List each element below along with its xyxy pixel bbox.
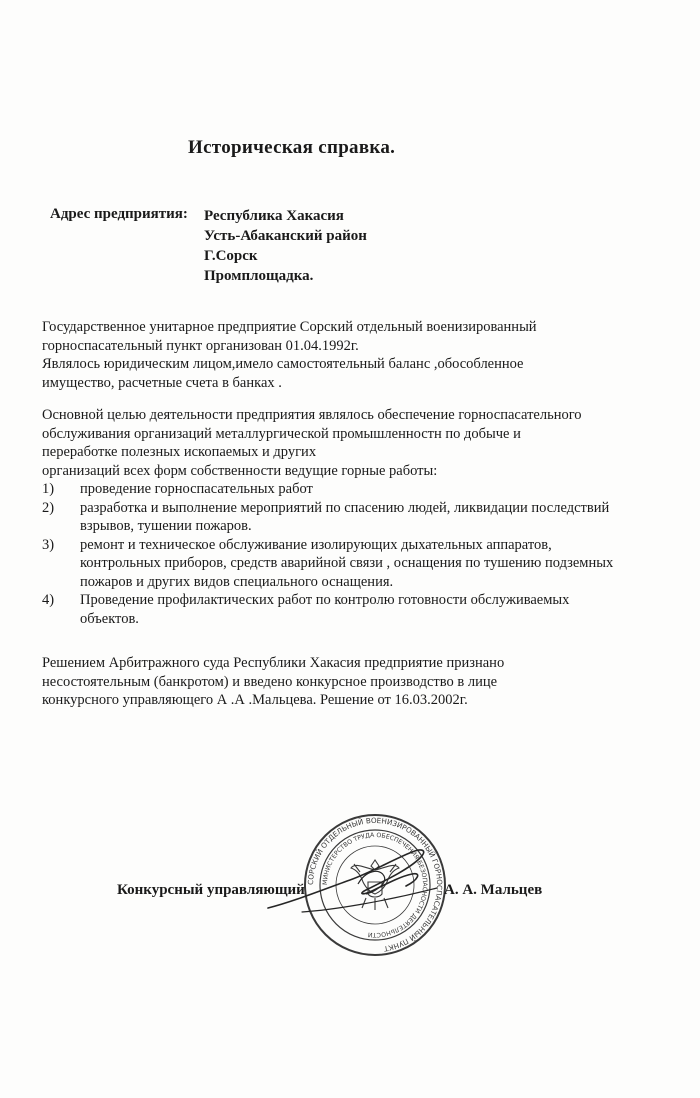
address-line: Республика Хакасия: [204, 208, 344, 224]
list-item-line: контрольных приборов, средств аварийной связи , оснащения по тушению подземных: [80, 555, 614, 571]
intro-line: Являлось юридическим лицом,имело самостоятельный баланс ,обособленное: [42, 356, 524, 372]
signer-role: Конкурсный управляющий: [117, 882, 305, 898]
intro-line: имущество, расчетные счета в банках .: [42, 374, 282, 391]
purpose-paragraph: [42, 406, 672, 480]
purpose-line: организаций всех форм собственности ведущие горные работы:: [42, 462, 438, 479]
stamp-outer-text: СОРСКИЙ ОТДЕЛЬНЫЙ ВОЕНИЗИРОВАННЫЙ ГОРНОСПАСАТЕЛЬНЫЙ ПУНКТ: [305, 815, 445, 954]
address-line: Усть-Абаканский район: [204, 228, 367, 244]
address-line: Промплощадка.: [204, 268, 314, 284]
list-item-number: 1): [42, 481, 55, 497]
address-block: [204, 206, 367, 286]
purpose-line: переработке полезных ископаемых и других: [42, 444, 317, 460]
intro-line: Государственное унитарное предприятие Сорский отдельный военизированный: [42, 319, 537, 335]
address-label: Адрес предприятия:: [50, 206, 188, 222]
list-item-line: разработка и выполнение мероприятий по спасению людей, ликвидации последствий: [80, 499, 610, 516]
list-item: [42, 536, 672, 592]
intro-paragraph: [42, 318, 672, 392]
list-item: [42, 591, 672, 628]
list-item-line: взрывов, тушении пожаров.: [80, 518, 252, 534]
court-line: Решением Арбитражного суда Республики Хакасия предприятие признано: [42, 655, 505, 671]
stamp-inner-text: МИНИСТЕРСТВО ТРУДА ОБЕСПЕЧЕНИЯ БЕЗОПАСНОСТИ ДЕЯТЕЛЬНОСТИ: [321, 831, 429, 939]
list-item: [42, 499, 672, 536]
duties-list: [42, 480, 672, 628]
intro-line: горноспасательный пункт организован 01.04.1992г.: [42, 337, 359, 354]
list-item-line: Проведение профилактических работ по контролю готовности обслуживаемых: [80, 592, 570, 608]
court-line: конкурсного управляющего А .А .Мальцева. Решение от 16.03.2002г.: [42, 692, 468, 708]
list-item: [42, 480, 672, 499]
purpose-line: обслуживания организаций металлургической промышленностн по добыче и: [42, 425, 521, 442]
signer-name: А. А. Мальцев: [444, 882, 543, 898]
list-item-number: 4): [42, 592, 55, 608]
address-line: Г.Сорск: [204, 248, 258, 264]
list-item-number: 3): [42, 536, 55, 553]
list-item-number: 2): [42, 499, 55, 516]
list-item-line: ремонт и техническое обслуживание изолирующих дыхательных аппаратов,: [80, 536, 552, 553]
list-item-line: проведение горноспасательных работ: [80, 481, 313, 497]
list-item-line: объектов.: [80, 610, 139, 627]
court-line: несостоятельным (банкротом) и введено конкурсное производство в лице: [42, 673, 498, 690]
list-item-line: пожаров и других видов специального оснащения.: [80, 573, 394, 590]
purpose-line: Основной целью деятельности предприятия являлось обеспечение горноспасательного: [42, 407, 582, 423]
document-title: Историческая справка.: [188, 137, 396, 158]
handwritten-signature: [262, 840, 452, 920]
court-paragraph: [42, 654, 672, 710]
